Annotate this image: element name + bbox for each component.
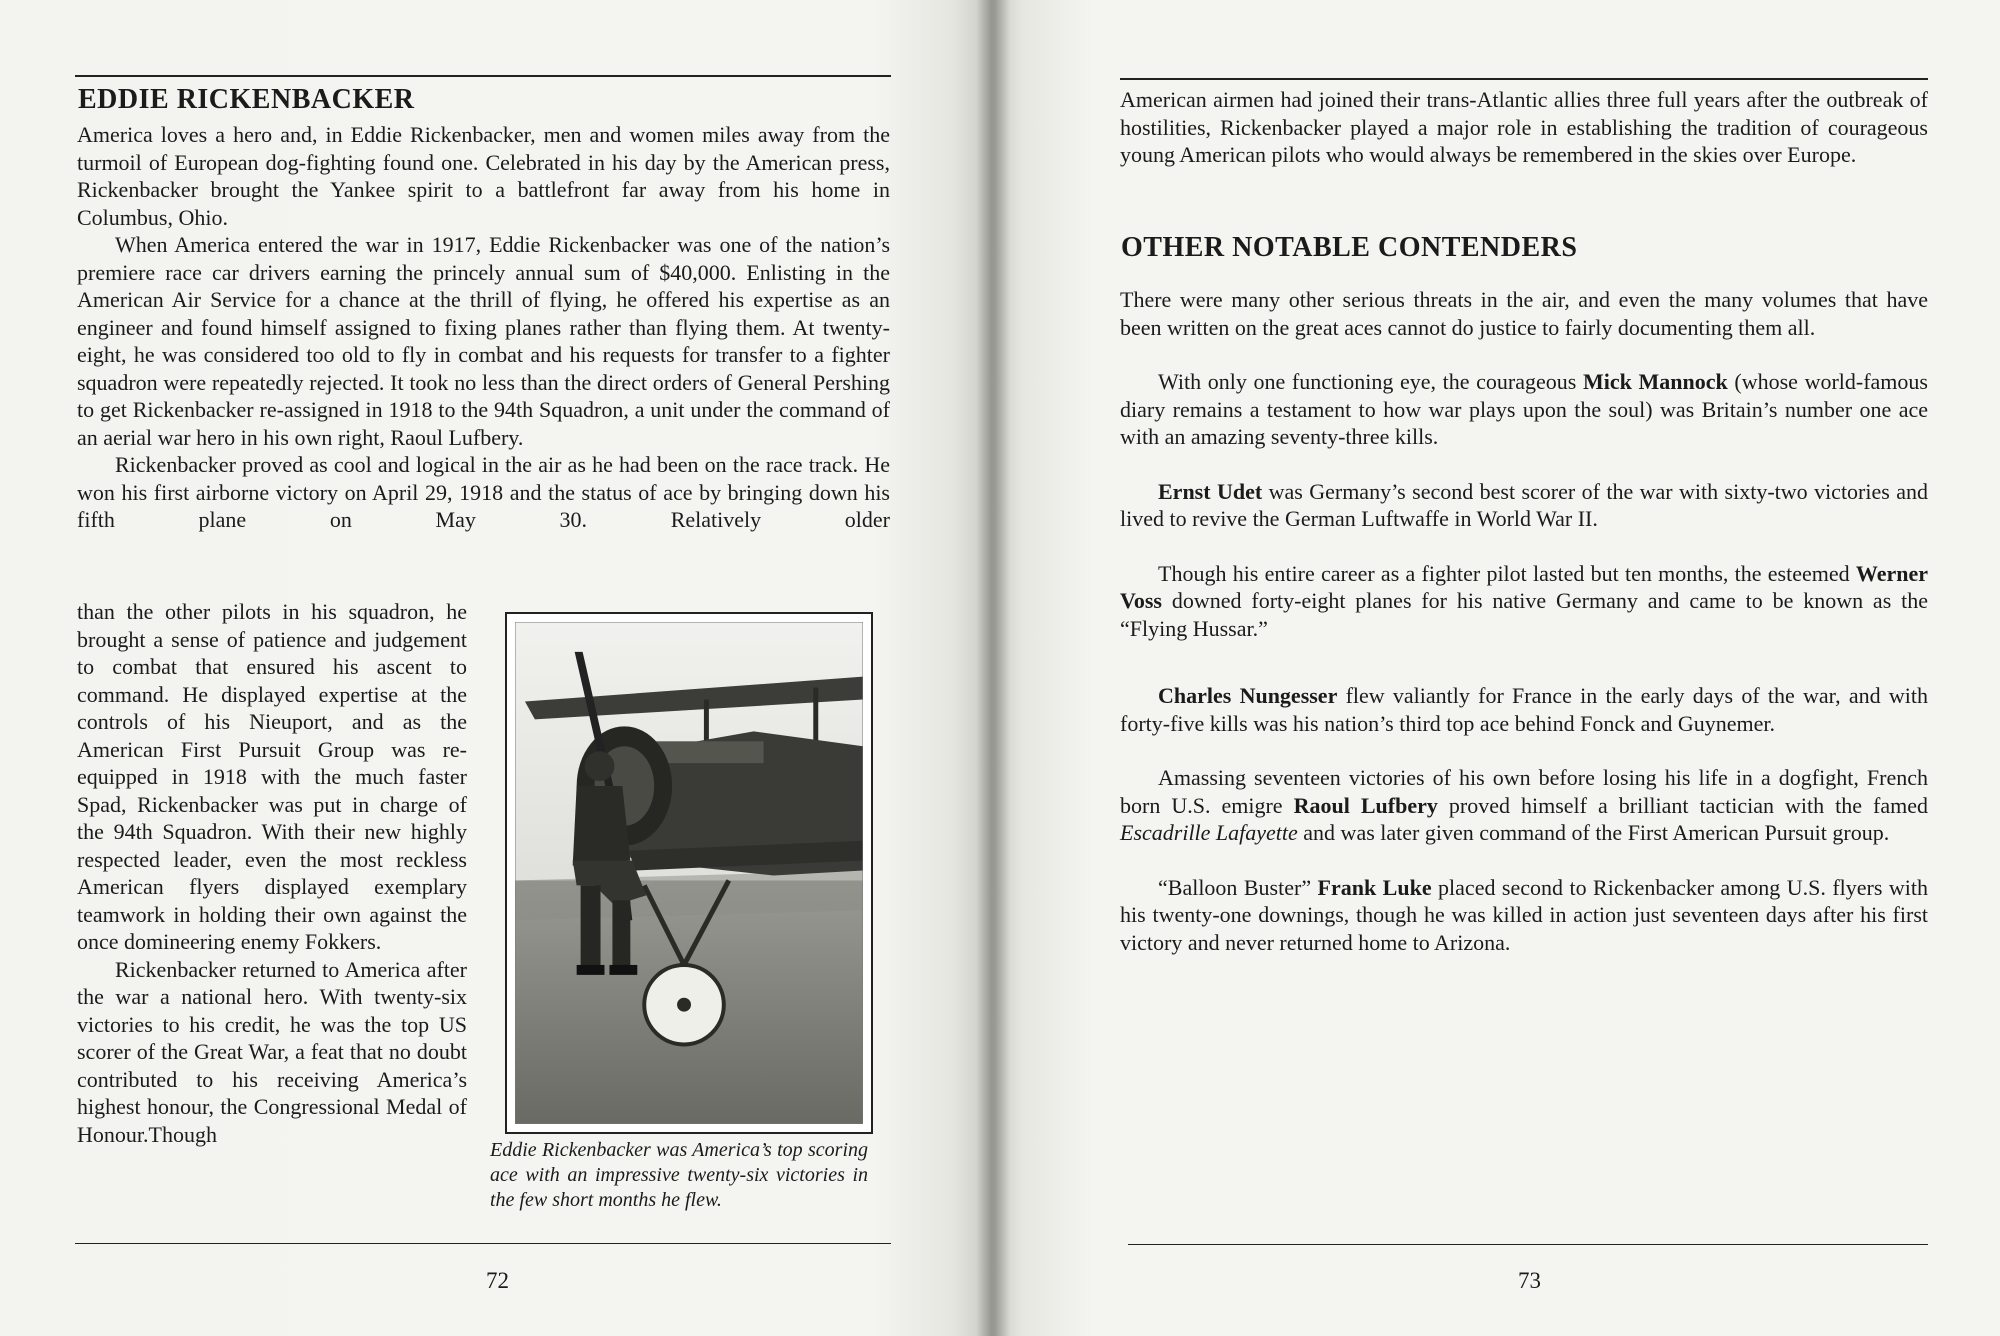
- paragraph-continuation: American airmen had joined their trans-Atlantic allies three full years after the outbreak of hostilities, Rickenbacker played a major role in establishing the tradition of courageous young American pilots who would always be remembered in the skies over Europe.: [1120, 87, 1928, 167]
- entry-werner-voss: [1120, 560, 1928, 643]
- entry-charles-nungesser: [1120, 682, 1928, 737]
- entry-text: With only one functioning eye, the courageous: [1158, 369, 1583, 394]
- main-text-column: [77, 598, 467, 1148]
- paragraph-war-entry: When America entered the war in 1917, Eddie Rickenbacker was one of the nation’s premiere race car drivers earning the princely annual sum of $40,000. Enlisting in the American Air Service for a chance at the thrill of flying, he offered his expertise as an engineer and found himself assigned to fixing planes rather than flying them. At twenty-eight, he was considered too old to fly in combat and his requests for transfer to a fighter squadron were repeatedly rejected. It took no less than the direct orders of General Pershing to get Rickenbacker re-assigned in 1918 to the 94th Squadron, a unit under the command of an aerial war hero in his own right, Raoul Lufbery.: [77, 232, 890, 450]
- bottom-rule: [1128, 1244, 1928, 1245]
- entry-frank-luke: [1120, 874, 1928, 957]
- page-number: 72: [486, 1268, 509, 1293]
- section-heading: EDDIE RICKENBACKER: [78, 84, 415, 115]
- page-number: 73: [1518, 1268, 1541, 1293]
- ace-name: Charles Nungesser: [1158, 683, 1338, 708]
- continued-text: [1120, 86, 1928, 169]
- entry-raoul-lufbery: [1120, 764, 1928, 847]
- main-text-full-width: [77, 121, 890, 534]
- right-page: [992, 0, 2000, 1336]
- entry-text: was Germany’s second best scorer of the war with sixty-two victories and lived to revive the German Luftwaffe in World War II.: [1120, 478, 1928, 531]
- ace-name: Ernst Udet: [1158, 478, 1263, 504]
- entry-text: “Balloon Buster”: [1158, 874, 1318, 900]
- top-rule: [75, 75, 891, 77]
- top-rule: [1120, 78, 1928, 80]
- left-page: [0, 0, 992, 1336]
- paragraph-command: than the other pilots in his squadron, he brought a sense of patience and judgement to combat that ensured his ascent to command. He displayed expertise at the controls of his Nieuport, and as the American First Pursuit Group was re-equipped in 1918 with the much faster Spad, Rickenbacker was put in charge of the 94th Squadron. With their new highly respected leader, even the most reckless American flyers displayed exemplary teamwork in holding their own against the once domineering enemy Fokkers.: [77, 599, 467, 954]
- photo-caption: Eddie Rickenbacker was America’s top scoring ace with an impressive twenty-six victories in the few short months he flew.: [490, 1139, 868, 1211]
- photo-frame: [505, 612, 873, 1134]
- paragraph-return: Rickenbacker returned to America after the war a national hero. With twenty-six victories to his credit, he was the top US scorer of the Great War, a feat that no doubt contributed to his receiving America’s highest honour, the Congressional Medal of Honour.Though: [77, 956, 467, 1147]
- entry-text: Amassing seventeen victories of his own before losing his life in a dogfight, French born U.S. emigre: [1120, 765, 1928, 818]
- paragraph-first-victory: Rickenbacker proved as cool and logical in the air as he had been on the race track. He won his first airborne victory on April 29, 1918 and the status of ace by bringing down his fifth plane on May 30. Relatively older: [77, 452, 890, 532]
- entry-text: and was later given command of the First American Pursuit group.: [1297, 820, 1890, 845]
- ace-name: Raoul Lufbery: [1293, 792, 1438, 818]
- unit-name: Escadrille Lafayette: [1120, 820, 1298, 845]
- paragraph-intro: America loves a hero and, in Eddie Rickenbacker, men and women miles away from the turmoil of European dog-fighting found one. Celebrated in his day by the American press, Rickenbacker brought the Yankee spirit to a battlefront far away from his home in Columbus, Ohio.: [77, 122, 890, 230]
- bottom-rule: [75, 1243, 891, 1244]
- ace-name: Mick Mannock: [1582, 369, 1728, 394]
- contenders-text: [1120, 286, 1928, 956]
- section-heading: OTHER NOTABLE CONTENDERS: [1121, 232, 1578, 263]
- entry-text: Though his entire career as a fighter pilot lasted but ten months, the esteemed: [1158, 560, 1856, 586]
- rickenbacker-photo: [515, 622, 863, 1124]
- entry-text: placed second to Rickenbacker among U.S. flyers with his twenty-one downings, though he was killed in action just seventeen days after his first victory and never returned home to Arizona.: [1120, 874, 1928, 955]
- ace-name: Frank Luke: [1317, 874, 1432, 900]
- entry-text: downed forty-eight planes for his native Germany and came to be known as the “Flying Hussar.”: [1120, 588, 1928, 641]
- entry-ernst-udet: [1120, 478, 1928, 533]
- entry-text: proved himself a brilliant tactician with the famed: [1437, 792, 1928, 818]
- entry-mick-mannock: [1120, 368, 1928, 451]
- entry-text: (whose world-famous diary remains a testament to how war plays upon the soul) was Britain’s number one ace with an amazing seventy-three kills.: [1120, 369, 1928, 449]
- entry-text: flew valiantly for France in the early days of the war, and with forty-five kills was his nation’s third top ace behind Fonck and Guynemer.: [1120, 683, 1928, 736]
- book-gutter: [976, 0, 1010, 1336]
- ace-name: Werner Voss: [1120, 560, 1928, 613]
- paragraph-intro: There were many other serious threats in the air, and even the many volumes that have been written on the great aces cannot do justice to fairly documenting them all.: [1120, 287, 1928, 340]
